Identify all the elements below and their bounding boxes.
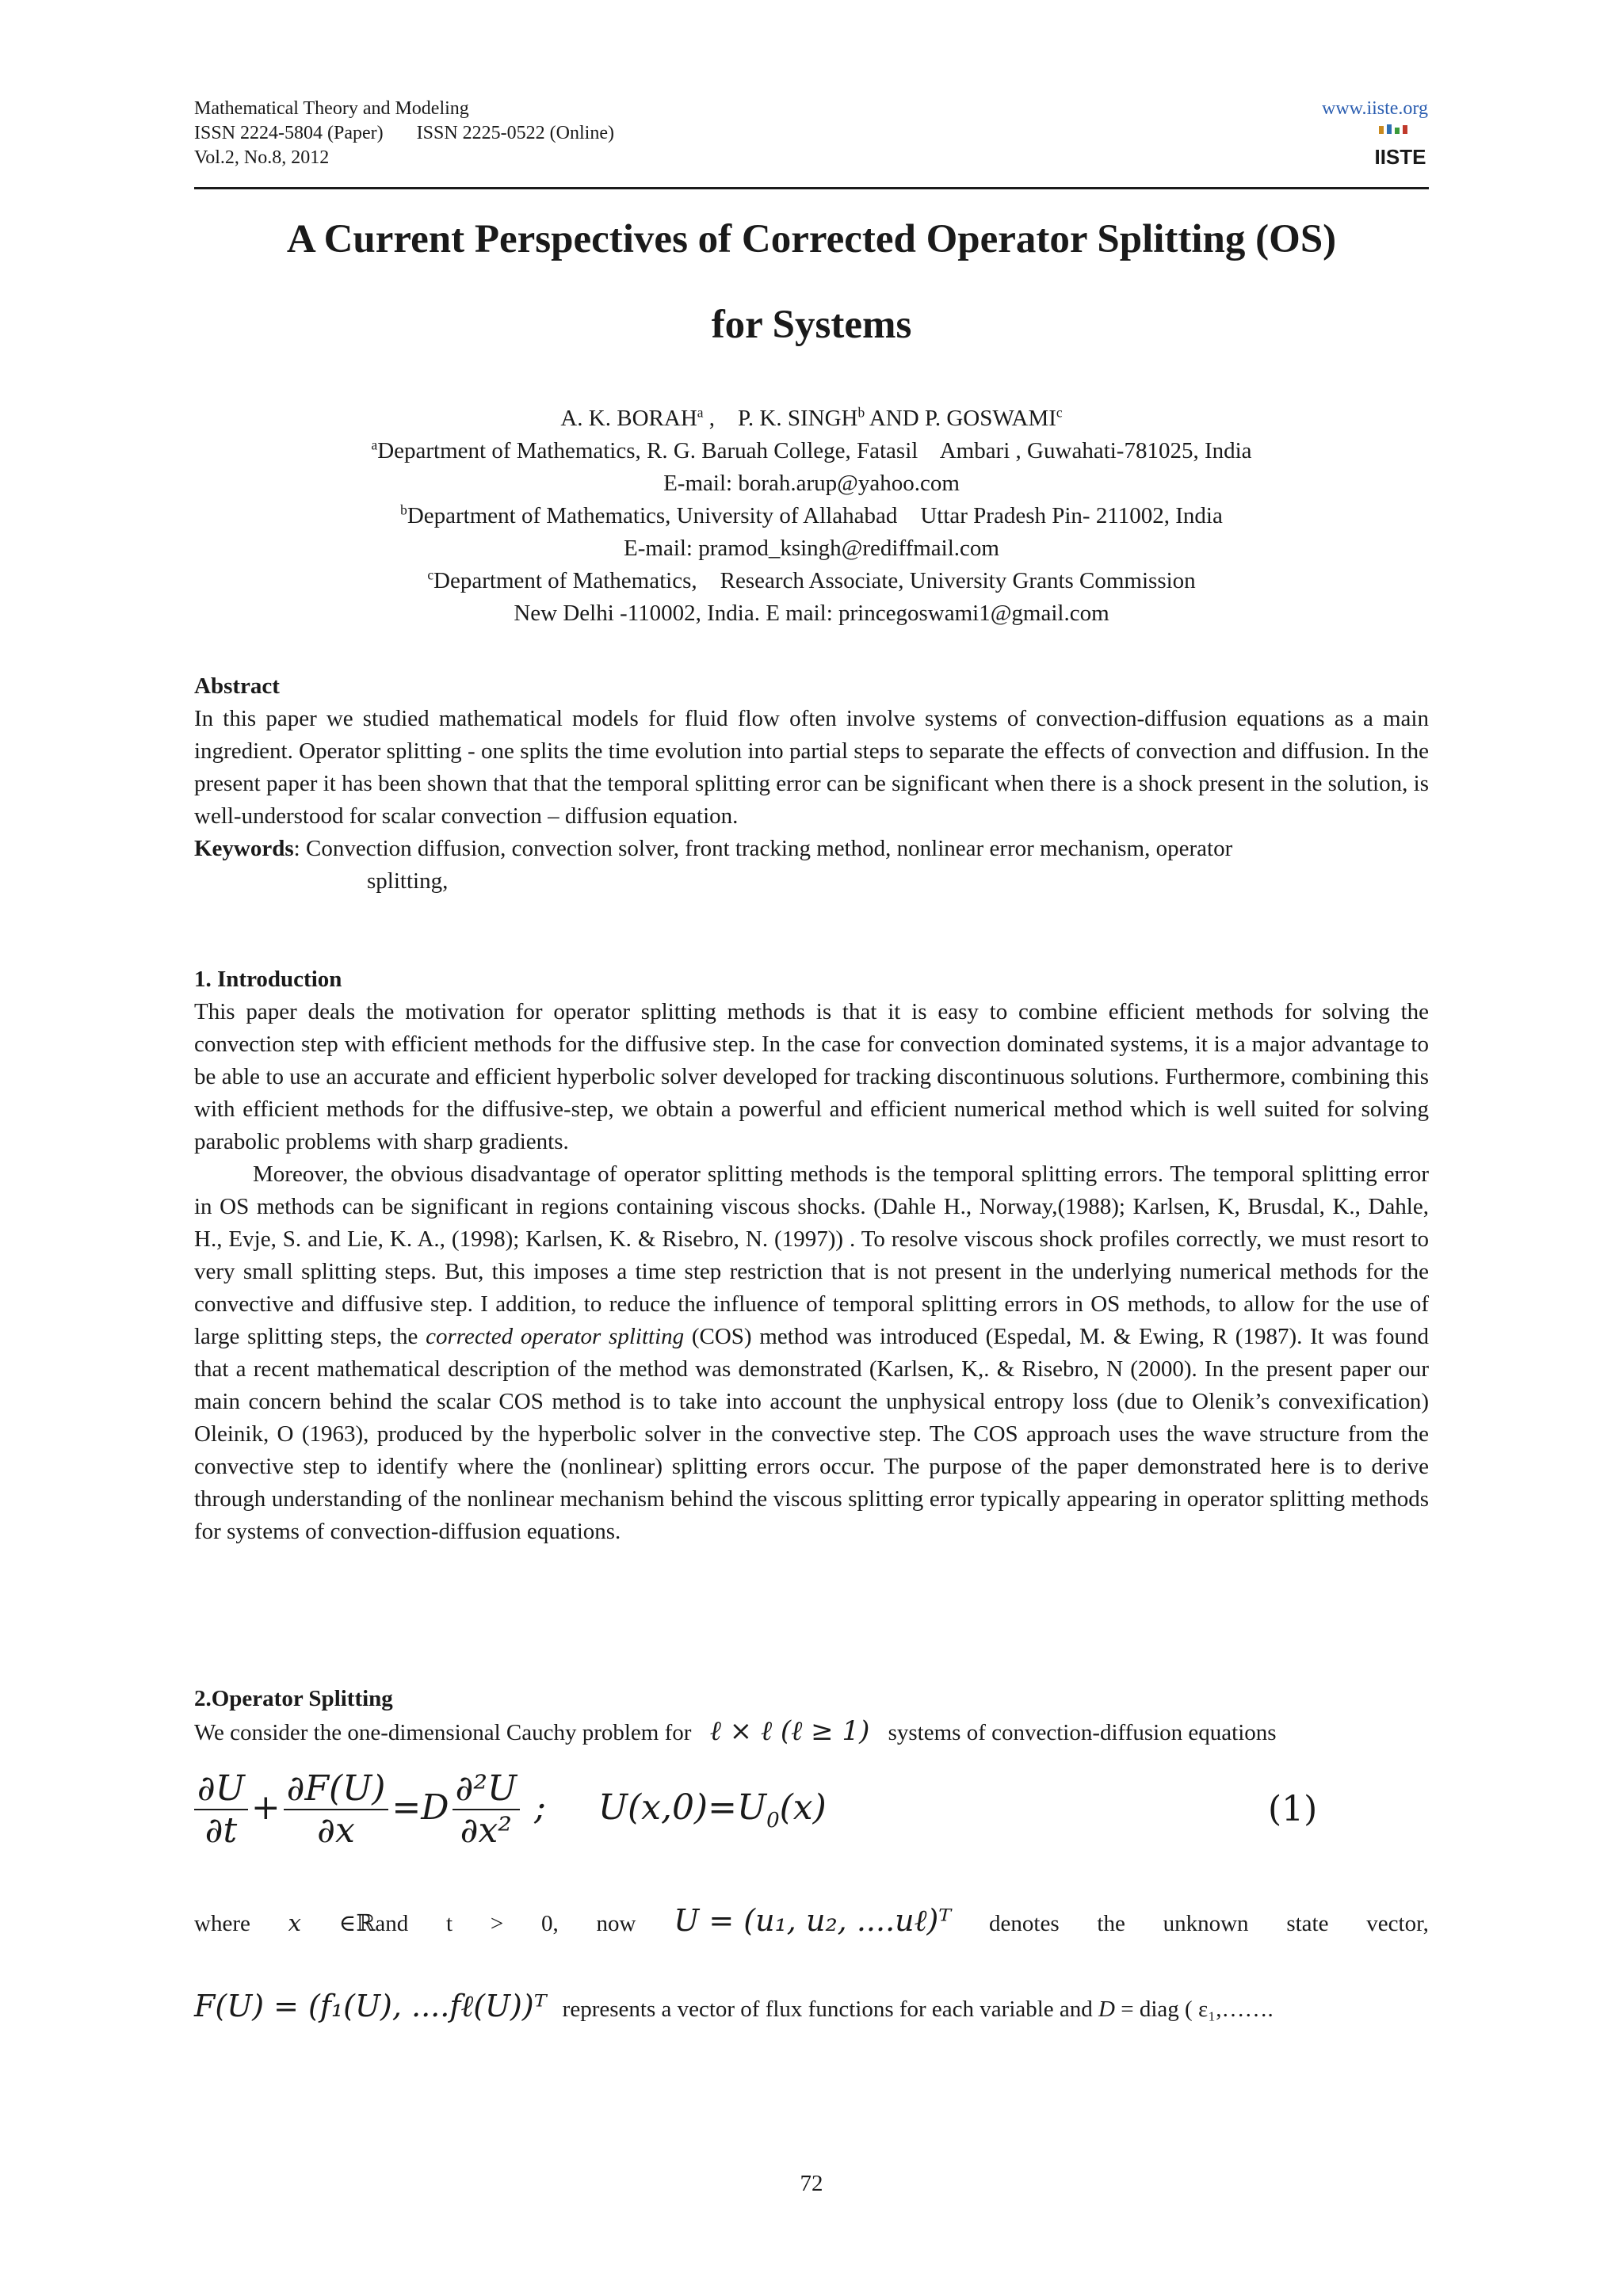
affiliation-c-line2: New Delhi -110002, India. E mail: princegoswami1@gmail.com (514, 601, 1109, 626)
frac-df-dx: $\frac{\partial F(U)}{\partial x}$ (284, 1768, 389, 1851)
email-a: E-mail: borah.arup@yahoo.com (663, 471, 960, 496)
abstract-section (194, 670, 1429, 898)
journal-name: Mathematical Theory and Modeling (194, 98, 469, 119)
volume-line: Vol.2, No.8, 2012 (194, 147, 330, 168)
section-introduction (194, 963, 1429, 1548)
page-number: 72 (800, 2171, 823, 2196)
affiliation-a: $^a$Department of Mathematics, R. G. Baruah College, Fatasil Ambari , Guwahati-781025, India (371, 437, 1252, 463)
abstract-text: In this paper we studied mathematical models for fluid flow often involve systems of convection-diffusion equations as a main ingredient. Operator splitting - one splits the time evolution into partial steps to separate the effects of convection and diffusion. In the present paper it has been shown that that the temporal splitting error can be significant when there is a shock present in the solution, is well-understood for scalar convection – diffusion equation. (194, 706, 1429, 829)
keywords-line: Keywords: Convection diffusion, convection solver, front tracking method, nonlinear error mechanism, operator (194, 836, 1233, 861)
author-names: A. K. BORAH$^a$ , P. K. SINGH$^b$ AND P. GOSWAMI$^c$ (560, 404, 1063, 431)
paper-title-line2: for Systems (711, 303, 912, 347)
abstract-heading: Abstract (194, 673, 280, 699)
keywords-line2: splitting, (367, 868, 449, 894)
intro-paragraph-1: This paper deals the motivation for operator splitting methods is that it is easy to combine efficient methods for solving the convection step with efficient methods for the diffusive step. In the case for convection dominated systems, it is a major advantage to be able to use an accurate and efficient hyperbolic solver developed for tracking discontinuous solutions. Furthermore, combining this with efficient methods for the diffusive-step, we obtain a powerful and efficient numerical method which is well suited for solving parabolic problems with sharp gradients. (194, 999, 1429, 1154)
issn-line: ISSN 2224-5804 (Paper) ISSN 2225-0522 (Online) (194, 123, 614, 143)
journal-header (194, 97, 614, 170)
flux-vector-math: F(U) = (f₁(U), ....fℓ(U))ᵀ (194, 1989, 547, 2023)
frac-d2u-dx2: $\frac{\text{∂²U}}{\text{∂x²}}$ (453, 1768, 520, 1851)
state-vector-math: U = (u₁, u₂, ....uℓ)ᵀ (674, 1903, 952, 1938)
authors-block (194, 402, 1429, 630)
intro-paragraph-2: Moreover, the obvious disadvantage of operator splitting methods is the temporal splitting errors. The temporal splitting error in OS methods can be significant in regions containing viscous shocks. (Dahle H., Norway,(1988); Karlsen, K, Brusdal, K., Dahle, H., Evje, S. and Lie, K. A., (1998); Karlsen, K. & Risebro, N. (1997)) . To resolve viscous shock profiles correctly, we must resort to very small splitting steps. But, this imposes a time step restriction that is not present in the underlying numerical methods for the convective and diffusive step. I addition, to reduce the influence of temporal splitting errors in OS methods, to allow for the use of large splitting steps, the corrected operator splitting (COS) method was introduced (Espedal, M. & Ewing, R (1987). It was found that a recent mathematical description of the method was demonstrated (Karlsen, K,. & Risebro, N (2000). In the present paper our main concern behind the scalar COS method is to take into account the unphysical entropy loss (due to Olenik’s convexification) Oleinik, O (1963), produced by the hyperbolic solver in the convective step. The COS approach uses the wave structure from the convective step to identify where the (nonlinear) splitting errors occur. The purpose of the paper demonstrated here is to derive through understanding of the nonlinear mechanism behind the viscous splitting error typically appearing in operator splitting methods for systems of convection-diffusion equations. (194, 1161, 1429, 1544)
paper-title-line1: A Current Perspectives of Corrected Operator Splitting (OS) (286, 217, 1337, 261)
equation-1: $\frac{\partial U}{\partial t}$ + $\frac{\partial F(U)}{\partial x}$ =D $\frac{\text{∂²U}}{\text{∂x²}}$ ; $U(x,0)=U_0(x)$ (194, 1768, 827, 1851)
email-b: E-mail: pramod_ksingh@rediffmail.com (624, 536, 999, 561)
frac-du-dt: $\frac{\partial U}{\partial t}$ (194, 1768, 248, 1851)
website-block (1322, 97, 1428, 121)
equation-1-label: (1) (1268, 1789, 1318, 1829)
iiste-logo (1374, 123, 1426, 172)
website-link[interactable]: www.iiste.org (1322, 98, 1428, 119)
where-line: where x ∈ℝand t > 0, now U = (u₁, u₂, ....uℓ)ᵀ denotes the unknown state vector, (194, 1903, 1429, 1938)
section2-intro: We consider the one-dimensional Cauchy problem for ℓ × ℓ (ℓ ≥ 1) systems of convection-diffusion equations (194, 1715, 1277, 1747)
header-rule (194, 187, 1429, 189)
affiliation-c: $^c$Department of Mathematics, Research Associate, University Grants Commission (427, 566, 1196, 593)
svg-text:IISTE: IISTE (1374, 145, 1426, 169)
intro-math: ℓ × ℓ (ℓ ≥ 1) (709, 1715, 870, 1747)
section-operator-splitting (194, 1683, 1429, 1749)
section1-heading: 1. Introduction (194, 967, 342, 992)
section2-heading: 2.Operator Splitting (194, 1686, 393, 1711)
flux-line: F(U) = (f₁(U), ....fℓ(U))ᵀ represents a vector of flux functions for each variable and D = diag ( ε₁,……. (194, 1989, 1274, 2023)
affiliation-b: $^b$Department of Mathematics, University of Allahabad Uttar Pradesh Pin- 211002, India (400, 502, 1223, 528)
